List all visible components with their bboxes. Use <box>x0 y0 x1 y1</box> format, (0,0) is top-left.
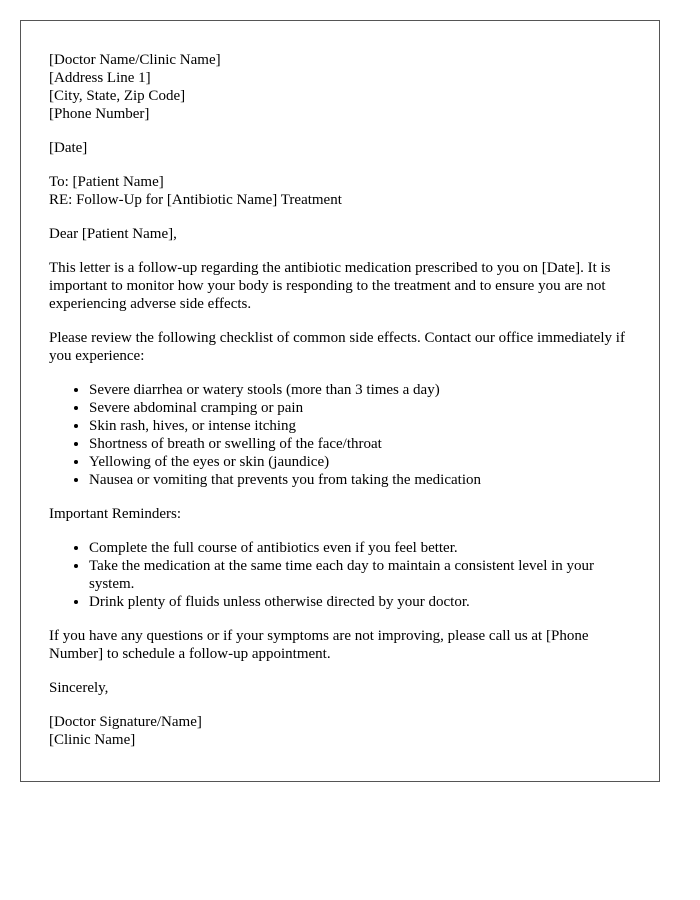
reminders-list <box>49 539 631 611</box>
letter-date: [Date] <box>49 140 88 156</box>
side-effect-item: • Severe abdominal cramping or pain <box>89 399 631 417</box>
reminder-item: • Drink plenty of fluids unless otherwise directed by your doctor. <box>89 593 631 611</box>
side-effect-item: • Shortness of breath or swelling of the face/throat <box>89 435 631 453</box>
side-effect-item: • Yellowing of the eyes or skin (jaundice) <box>89 453 631 471</box>
recipient-block <box>49 173 631 209</box>
salutation: Dear [Patient Name], <box>49 226 177 242</box>
intro-paragraph: This letter is a follow-up regarding the antibiotic medication prescribed to you on [Date]. It is important to monitor how your body is responding to the treatment and to ensure you are not experiencing adverse side effects. <box>49 260 611 312</box>
sender-phone: [Phone Number] <box>49 106 150 122</box>
sign-off: Sincerely, <box>49 680 109 696</box>
reminder-item: • Complete the full course of antibiotics even if you feel better. <box>89 539 631 557</box>
reminders-heading: Important Reminders: <box>49 506 182 522</box>
sender-city-state-zip: [City, State, Zip Code] <box>49 88 186 104</box>
letter <box>20 20 660 782</box>
signature-name: [Doctor Signature/Name] <box>49 714 202 730</box>
sender-address: [Address Line 1] <box>49 70 151 86</box>
subject-line: RE: Follow-Up for [Antibiotic Name] Treatment <box>49 192 342 208</box>
recipient-to: To: [Patient Name] <box>49 174 164 190</box>
sender-name: [Doctor Name/Clinic Name] <box>49 52 221 68</box>
reminder-item: • Take the medication at the same time each day to maintain a consistent level in your system. <box>89 557 631 593</box>
side-effect-item: • Skin rash, hives, or intense itching <box>89 417 631 435</box>
signature-block <box>49 713 631 749</box>
sender-block <box>49 51 631 123</box>
side-effect-item: • Nausea or vomiting that prevents you from taking the medication <box>89 471 631 489</box>
date-block <box>49 139 631 157</box>
side-effect-item: • Severe diarrhea or watery stools (more than 3 times a day) <box>89 381 631 399</box>
signature-clinic: [Clinic Name] <box>49 732 136 748</box>
closing-paragraph: If you have any questions or if your symptoms are not improving, please call us at [Phone Number] to schedule a follow-up appointment. <box>49 628 589 662</box>
checklist-intro: Please review the following checklist of common side effects. Contact our office immediately if you experience: <box>49 330 625 364</box>
side-effects-list <box>49 381 631 489</box>
